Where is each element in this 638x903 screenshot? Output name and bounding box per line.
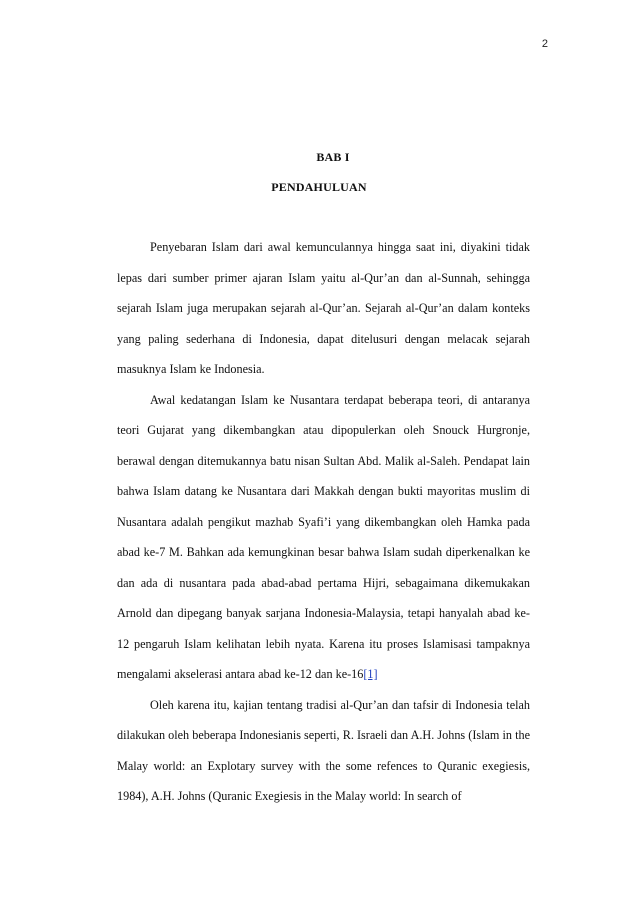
footnote-link[interactable]: [1] — [363, 667, 378, 681]
paragraph-1: Penyebaran Islam dari awal kemunculannya hingga saat ini, diyakini tidak lepas dari sumber primer ajaran Islam yaitu al-Qur’an dan al-Sunnah, sehingga sejarah Islam juga merupakan sejarah al-Qur’an. Sejarah al-Qur’an dalam konteks yang paling sederhana di Indonesia, dapat ditelusuri dengan melacak sejarah masuknya Islam ke Indonesia. — [117, 240, 530, 376]
paragraph-3: Oleh karena itu, kajian tentang tradisi al-Qur’an dan tafsir di Indonesia telah dilakukan oleh beberapa Indonesianis seperti, R. Israeli dan A.H. Johns (Islam in the Malay world: an Explotary survey with the some refences to Quranic exegiesis, 1984), A.H. Johns (Quranic Exegiesis in the Malay world: In search of — [117, 697, 530, 803]
paragraph-2 — [117, 385, 530, 690]
paragraph-2-text: Awal kedatangan Islam ke Nusantara terdapat beberapa teori, di antaranya teori Gujarat yang dikembangkan atau dipopulerkan oleh Snouck Hurgronje, berawal dengan ditemukannya batu nisan Sultan Abd. Malik al-Saleh. Pendapat lain bahwa Islam datang ke Nusantara dari Makkah dengan bukti mayoritas muslim di Nusantara adalah pengikut mazhab Syafi’i yang dikembangkan oleh Hamka pada abad ke-7 M. Bahkan ada kemungkinan besar bahwa Islam sudah diperkenalkan ke dan ada di nusantara pada abad-abad pertama Hijri, sebagaimana dikemukakan Arnold dan dipegang banyak sarjana Indonesia-Malaysia, tetapi hanyalah abad ke-12 pengaruh Islam kelihatan lebih nyata. Karena itu proses Islamisasi tampaknya mengalami akselerasi antara abad ke-12 dan ke-16 — [117, 392, 530, 681]
chapter-title: PENDAHULUAN — [271, 180, 367, 194]
chapter-label: BAB I — [316, 150, 350, 164]
body-text — [117, 232, 530, 812]
page-number: 2 — [541, 38, 548, 50]
